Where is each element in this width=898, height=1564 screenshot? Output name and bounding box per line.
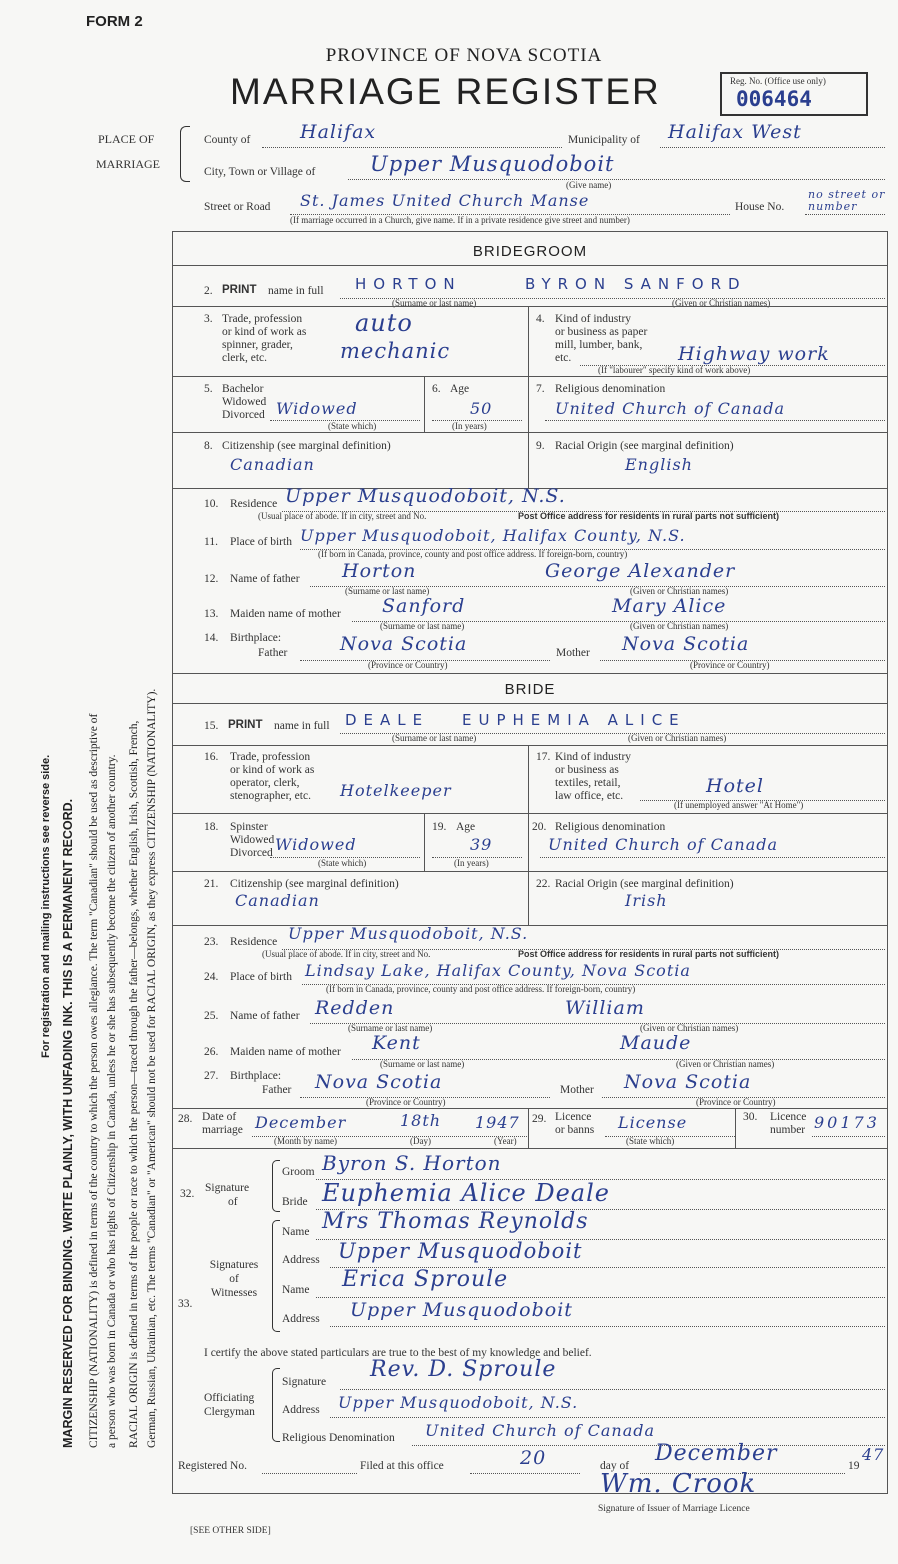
q19-label: Age xyxy=(456,821,476,833)
groom-given-note: (Given or Christian names) xyxy=(672,298,771,308)
witness-label: Signatures of Witnesses xyxy=(209,1259,259,1299)
q27-mother-note: (Province or Country) xyxy=(696,1097,776,1107)
q7-num: 7. xyxy=(536,383,545,395)
q4-num: 4. xyxy=(536,313,545,325)
issuer-label: Signature of Issuer of Marriage Licence xyxy=(598,1504,750,1514)
w1-name-label: Name xyxy=(282,1226,310,1238)
q32-label-1: Signature xyxy=(205,1182,250,1194)
groom-mother-surname: Sanford xyxy=(382,595,466,617)
licence-type-note: (State which) xyxy=(626,1136,675,1146)
margin-racial-def-2: German, Russian, Ukrainian, etc. The terms "Canadian" or "American" should not be used for RACIAL ORIGIN, as they express CITIZENSHIP (NATIONALITY). xyxy=(146,688,158,1448)
marriage-day: 18th xyxy=(400,1111,442,1130)
licence-type: License xyxy=(618,1113,688,1132)
clergy-address: Upper Musquodoboit, N.S. xyxy=(338,1393,579,1412)
q20-num: 20. xyxy=(532,821,547,833)
city-note: (Give name) xyxy=(566,180,612,190)
reg-no-label: Reg. No. (Office use only) xyxy=(730,76,826,86)
clergy-sig-label: Signature xyxy=(282,1376,327,1388)
q26-surname-note: (Surname or last name) xyxy=(380,1059,465,1069)
q2-num: 2. xyxy=(204,285,213,297)
w2-name-label: Name xyxy=(282,1284,310,1296)
bridegroom-heading: BRIDEGROOM xyxy=(472,243,588,260)
groom-surname-note: (Surname or last name) xyxy=(392,298,477,308)
bride-industry: Hotel xyxy=(706,775,764,797)
q26-num: 26. xyxy=(204,1046,219,1058)
page-title: MARRIAGE REGISTER xyxy=(230,71,661,112)
bride-father-birthplace: Nova Scotia xyxy=(315,1071,443,1093)
bride-surname-note: (Surname or last name) xyxy=(392,733,477,743)
groom-religion: United Church of Canada xyxy=(555,399,786,418)
witness1-name: Mrs Thomas Reynolds xyxy=(322,1209,589,1234)
reg-no-box xyxy=(720,72,868,116)
q5-num: 5. xyxy=(204,383,213,395)
q6-num: 6. xyxy=(432,383,441,395)
q21-label: Citizenship (see marginal definition) xyxy=(230,878,399,890)
q24-num: 24. xyxy=(204,971,219,983)
groom-birthplace: Upper Musquodoboit, Halifax County, N.S. xyxy=(300,526,686,545)
clergy-signature: Rev. D. Sproule xyxy=(370,1357,557,1382)
filed-label: Filed at this office xyxy=(360,1460,444,1472)
q28-label-1: Date of xyxy=(202,1111,237,1123)
bride-given: EUPHEMIA ALICE xyxy=(462,711,686,729)
margin-racial-def-1: RACIAL ORIGIN is defined in terms of the people or race to which the person—traced through the father—belongs, whether English, Irish, Scottish, French, xyxy=(128,720,140,1448)
q3-num: 3. xyxy=(204,313,213,325)
q14-father-note: (Province or Country) xyxy=(368,660,448,670)
q12-label: Name of father xyxy=(230,573,300,585)
q12-given-note: (Given or Christian names) xyxy=(630,586,729,596)
q15-label: PRINT xyxy=(228,719,263,731)
place-brace xyxy=(180,126,190,182)
marriage-year-note: (Year) xyxy=(494,1136,517,1146)
q9-label: Racial Origin (see marginal definition) xyxy=(555,440,734,452)
house-value: no street or number xyxy=(808,188,886,213)
q10-label: Residence xyxy=(230,498,278,510)
q11-num: 11. xyxy=(204,536,218,548)
margin-citizenship-def-1: CITIZENSHIP (NATIONALITY) is defined in terms of the country to which the person owes allegiance. The term "Canadian" should be used as descriptive of xyxy=(88,713,100,1448)
q30-label-1: Licence xyxy=(770,1111,807,1123)
bride-age: 39 xyxy=(470,835,493,854)
q25-given-note: (Given or Christian names) xyxy=(640,1023,739,1033)
groom-age: 50 xyxy=(470,399,493,418)
q11-note: (If born in Canada, province, county and post office address. If foreign-born, country) xyxy=(318,549,628,559)
city-value: Upper Musquodoboit xyxy=(370,152,615,176)
q13-label: Maiden name of mother xyxy=(230,608,341,620)
q14-num: 14. xyxy=(204,632,219,644)
q10-num: 10. xyxy=(204,498,219,510)
witness2-name: Erica Sproule xyxy=(342,1267,509,1292)
q22-label: Racial Origin (see marginal definition) xyxy=(555,878,734,890)
q12-surname-note: (Surname or last name) xyxy=(345,586,430,596)
q14-father-label: Father xyxy=(258,647,288,659)
q18-label: Spinster Widowed Divorced xyxy=(230,821,275,859)
w1-address-label: Address xyxy=(282,1254,320,1266)
q12-num: 12. xyxy=(204,573,219,585)
clergy-religion: United Church of Canada xyxy=(425,1421,656,1440)
q17-note: (If unemployed answer "At Home") xyxy=(674,800,804,810)
groom-trade-1: auto xyxy=(355,309,413,337)
bride-sig-label: Bride xyxy=(282,1196,308,1208)
certify-text: I certify the above stated particulars are true to the best of my knowledge and belief. xyxy=(204,1347,592,1359)
q9-num: 9. xyxy=(536,440,545,452)
bride-religion: United Church of Canada xyxy=(548,835,779,854)
q25-label: Name of father xyxy=(230,1010,300,1022)
house-label: House No. xyxy=(735,201,785,213)
q30-label-2: number xyxy=(770,1124,806,1136)
q29-label-1: Licence xyxy=(555,1111,592,1123)
filed-month: December xyxy=(655,1441,778,1466)
q11-label: Place of birth xyxy=(230,536,292,548)
bride-status-note: (State which) xyxy=(318,858,367,868)
groom-father-given: George Alexander xyxy=(545,560,736,582)
q14-mother-note: (Province or Country) xyxy=(690,660,770,670)
q18-num: 18. xyxy=(204,821,219,833)
margin-registration-note: For registration and mailing instructions see reverse side. xyxy=(40,754,52,1058)
witness1-address: Upper Musquodoboit xyxy=(338,1239,583,1263)
q28-num: 28. xyxy=(178,1113,193,1125)
q32-num: 32. xyxy=(180,1188,195,1200)
groom-sig-label: Groom xyxy=(282,1166,315,1178)
q2-label: PRINT xyxy=(222,284,257,296)
groom-status-note: (State which) xyxy=(328,421,377,431)
q13-surname-note: (Surname or last name) xyxy=(380,621,465,631)
bride-signature: Euphemia Alice Deale xyxy=(322,1179,610,1207)
q30-num: 30. xyxy=(743,1111,758,1123)
q6-label: Age xyxy=(450,383,470,395)
q14-mother-label: Mother xyxy=(556,647,590,659)
q29-label-2: or banns xyxy=(555,1124,595,1136)
q33-num: 33. xyxy=(178,1298,193,1310)
licence-number: 90173 xyxy=(814,1113,880,1132)
registered-label: Registered No. xyxy=(178,1460,247,1472)
street-value: St. James United Church Manse xyxy=(300,191,590,210)
q17-num: 17. xyxy=(536,751,551,763)
q32-label-2: of xyxy=(228,1196,238,1208)
q23-num: 23. xyxy=(204,936,219,948)
groom-given: BYRON SANFORD xyxy=(525,275,747,293)
bride-trade: Hotelkeeper xyxy=(340,781,452,800)
q24-note: (If born in Canada, province, county and post office address. If foreign-born, country) xyxy=(326,984,636,994)
bride-given-note: (Given or Christian names) xyxy=(628,733,727,743)
q13-given-note: (Given or Christian names) xyxy=(630,621,729,631)
groom-racial: English xyxy=(625,455,693,474)
clergy-address-label: Address xyxy=(282,1404,320,1416)
q2-rest: name in full xyxy=(268,285,324,297)
groom-father-surname: Horton xyxy=(342,560,417,582)
issuer-signature: Wm. Crook xyxy=(600,1469,757,1499)
q23-note-a: (Usual place of abode. If in city, street and No. xyxy=(262,949,431,959)
clergy-relig-label: Religious Denomination xyxy=(282,1432,395,1444)
bride-birthplace: Lindsay Lake, Halifax County, Nova Scotia xyxy=(305,961,691,980)
q17-label: Kind of industry or business as textiles, retail, law office, etc. xyxy=(555,751,632,802)
groom-residence: Upper Musquodoboit, N.S. xyxy=(285,485,566,507)
groom-status: Widowed xyxy=(276,399,358,418)
q4-note: (If "labourer" specify kind of work above) xyxy=(598,365,751,375)
q8-label: Citizenship (see marginal definition) xyxy=(222,440,391,452)
bride-father-surname: Redden xyxy=(315,997,395,1019)
groom-age-note: (In years) xyxy=(452,421,487,431)
q8-num: 8. xyxy=(204,440,213,452)
q13-num: 13. xyxy=(204,608,219,620)
municipality-value: Halifax West xyxy=(668,121,802,143)
bride-mother-birthplace: Nova Scotia xyxy=(624,1071,752,1093)
groom-citizenship: Canadian xyxy=(230,455,315,474)
q21-num: 21. xyxy=(204,878,219,890)
bride-age-note: (In years) xyxy=(454,858,489,868)
marriage-month-note: (Month by name) xyxy=(274,1136,337,1146)
q10-note-a: (Usual place of abode. If in city, street and No. xyxy=(258,511,427,521)
q15-num: 15. xyxy=(204,720,219,732)
bride-father-given: William xyxy=(565,997,645,1019)
clergy-label-1: Officiating xyxy=(204,1392,255,1404)
q27-label: Birthplace: xyxy=(230,1070,282,1082)
marriage-day-note: (Day) xyxy=(410,1136,431,1146)
marriage-year: 1947 xyxy=(475,1113,520,1132)
filed-day: 20 xyxy=(520,1447,547,1469)
q15-rest: name in full xyxy=(274,720,330,732)
q24-label: Place of birth xyxy=(230,971,292,983)
bride-status: Widowed xyxy=(275,835,357,854)
bride-heading: BRIDE xyxy=(504,681,556,698)
place-group-label-1: PLACE OF xyxy=(98,132,155,146)
see-other-side: [SEE OTHER SIDE] xyxy=(190,1526,271,1536)
q14-label: Birthplace: xyxy=(230,632,282,644)
q26-given-note: (Given or Christian names) xyxy=(676,1059,775,1069)
place-group-label-2: MARRIAGE xyxy=(96,157,161,171)
q4-label: Kind of industry or business as paper mill, lumber, bank, etc. xyxy=(555,313,648,364)
margin-binding-note: MARGIN RESERVED FOR BINDING. WRITE PLAINLY, WITH UNFADING INK. THIS IS A PERMANENT RECORD. xyxy=(61,798,75,1448)
q16-num: 16. xyxy=(204,751,219,763)
q23-label: Residence xyxy=(230,936,278,948)
groom-surname: HORTON xyxy=(355,275,462,293)
q26-label: Maiden name of mother xyxy=(230,1046,341,1058)
reg-no-value: 006464 xyxy=(736,87,812,111)
q3-label: Trade, profession or kind of work as spinner, grader, clerk, etc. xyxy=(222,313,307,364)
day-of-label: day of xyxy=(600,1460,630,1472)
q27-father-label: Father xyxy=(262,1084,292,1096)
q28-label-2: marriage xyxy=(202,1124,243,1136)
groom-mother-given: Mary Alice xyxy=(612,595,727,617)
bride-surname: DEALE xyxy=(345,711,430,729)
groom-father-birthplace: Nova Scotia xyxy=(340,633,468,655)
groom-mother-birthplace: Nova Scotia xyxy=(622,633,750,655)
bride-mother-surname: Kent xyxy=(372,1032,421,1054)
filed-year: 47 xyxy=(862,1445,885,1464)
marriage-month: December xyxy=(255,1113,347,1132)
place-note: (If marriage occurred in a Church, give name. If in a private residence give street and number) xyxy=(290,215,630,225)
margin-citizenship-def-2: a person who was born in Canada or who has rights of Citizenship in Canada, unless he or she has subsequently become the citizen of another country. xyxy=(106,754,118,1448)
street-label: Street or Road xyxy=(204,201,271,213)
form-number: FORM 2 xyxy=(86,13,143,30)
q5-label: Bachelor Widowed Divorced xyxy=(222,383,267,421)
q27-father-note: (Province or Country) xyxy=(366,1097,446,1107)
q25-surname-note: (Surname or last name) xyxy=(348,1023,433,1033)
year-prefix: 19 xyxy=(848,1460,860,1472)
q29-num: 29. xyxy=(532,1113,547,1125)
witness2-address: Upper Musquodoboit xyxy=(350,1299,573,1321)
county-label: County of xyxy=(204,134,251,146)
q10-note-b: Post Office address for residents in rural parts not sufficient) xyxy=(518,511,780,521)
bride-residence: Upper Musquodoboit, N.S. xyxy=(288,924,529,943)
clergy-label-2: Clergyman xyxy=(204,1406,255,1418)
groom-trade-2: mechanic xyxy=(340,339,451,363)
municipality-label: Municipality of xyxy=(568,134,640,146)
groom-signature: Byron S. Horton xyxy=(322,1151,502,1175)
q19-num: 19. xyxy=(432,821,447,833)
province-title: PROVINCE OF NOVA SCOTIA xyxy=(325,45,603,66)
q27-num: 27. xyxy=(204,1070,219,1082)
city-label: City, Town or Village of xyxy=(204,166,316,178)
county-value: Halifax xyxy=(300,121,377,143)
q23-note-b: Post Office address for residents in rural parts not sufficient) xyxy=(518,949,780,959)
w2-address-label: Address xyxy=(282,1313,320,1325)
bride-citizenship: Canadian xyxy=(235,891,320,910)
q25-num: 25. xyxy=(204,1010,219,1022)
groom-industry: Highway work xyxy=(678,343,830,365)
q27-mother-label: Mother xyxy=(560,1084,594,1096)
bride-racial: Irish xyxy=(625,891,668,910)
q7-label: Religious denomination xyxy=(555,383,666,395)
q16-label: Trade, profession or kind of work as operator, clerk, stenographer, etc. xyxy=(230,751,315,802)
q20-label: Religious denomination xyxy=(555,821,666,833)
bride-mother-given: Maude xyxy=(620,1032,692,1054)
q22-num: 22. xyxy=(536,878,551,890)
